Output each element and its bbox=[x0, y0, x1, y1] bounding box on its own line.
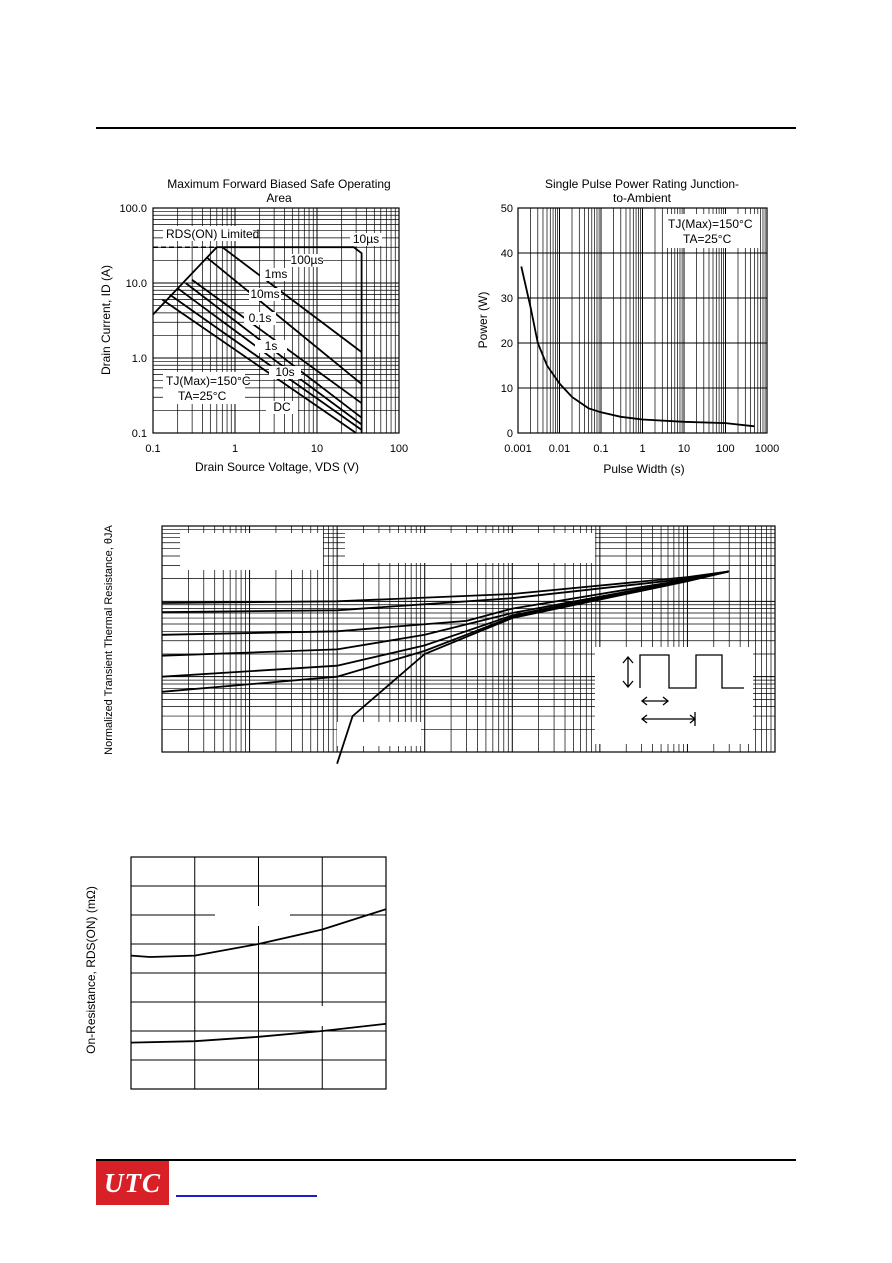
soa-x-tick-label: 0.1 bbox=[145, 443, 161, 455]
power-y-tick-label: 20 bbox=[500, 338, 513, 350]
soa-x-tick-label: 1 bbox=[231, 443, 239, 455]
rdson-label-area bbox=[260, 1006, 324, 1026]
thermal-notes-area bbox=[345, 533, 595, 563]
power-y-tick-label: 10 bbox=[500, 383, 513, 395]
power-x-tick-label: 10 bbox=[677, 443, 691, 455]
power-y-tick-label: 0 bbox=[506, 428, 513, 440]
power-x-tick-label: 0.1 bbox=[593, 443, 609, 455]
soa-series-label: 0.1s bbox=[248, 311, 272, 325]
power-tj-annotation: TJ(Max)=150°C bbox=[668, 217, 753, 231]
soa-ta-annotation: TA=25°C bbox=[178, 389, 227, 403]
soa-series-label: 100µs bbox=[290, 253, 324, 267]
soa-x-tick-label: 10 bbox=[310, 443, 324, 455]
thermal-legend-area bbox=[180, 533, 323, 570]
utc-logo bbox=[96, 1161, 169, 1205]
soa-title-line-2: Area bbox=[266, 191, 292, 205]
soa-series-label: 10s bbox=[275, 365, 295, 379]
power-x-axis-label: Pulse Width (s) bbox=[603, 462, 685, 476]
power-title-line-1: Single Pulse Power Rating Junction- bbox=[544, 177, 740, 191]
soa-y-tick-label: 100.0 bbox=[119, 203, 147, 215]
power-y-tick-label: 50 bbox=[500, 203, 513, 215]
power-x-tick-label: 1000 bbox=[754, 443, 780, 455]
soa-series-label: 1ms bbox=[264, 267, 288, 281]
soa-y-tick-label: 10.0 bbox=[125, 278, 147, 290]
soa-title-line-1: Maximum Forward Biased Safe Operating bbox=[167, 177, 391, 191]
soa-series-label: 1s bbox=[264, 339, 278, 353]
thermal-series-line bbox=[162, 571, 729, 612]
power-y-tick-label: 40 bbox=[500, 248, 513, 260]
footer-rule bbox=[96, 1159, 796, 1161]
power-chart bbox=[476, 177, 779, 476]
power-series-line bbox=[521, 267, 754, 427]
thermal-chart bbox=[103, 525, 775, 764]
soa-series-label: 10µs bbox=[352, 232, 380, 246]
rdson-label-area bbox=[215, 906, 290, 926]
soa-y-axis-label: Drain Current, ID (A) bbox=[99, 264, 113, 376]
soa-series-label: DC bbox=[273, 400, 291, 414]
thermal-y-axis-label: Normalized Transient Thermal Resistance, θJA bbox=[103, 525, 115, 755]
power-y-axis-label: Power (W) bbox=[476, 291, 490, 349]
soa-series-label: 10ms bbox=[250, 287, 280, 301]
soa-tj-annotation: TJ(Max)=150°C bbox=[166, 374, 251, 388]
soa-y-tick-label: 0.1 bbox=[131, 428, 147, 440]
logo-text: UTC bbox=[104, 1167, 161, 1198]
soa-x-tick-label: 100 bbox=[389, 443, 409, 455]
soa-y-tick-label: 1.0 bbox=[131, 353, 147, 365]
soa-x-axis-label: Drain Source Voltage, VDS (V) bbox=[194, 460, 360, 474]
power-x-tick-label: 100 bbox=[716, 443, 735, 455]
soa-chart bbox=[99, 177, 408, 474]
website-link-underline[interactable] bbox=[176, 1195, 317, 1197]
rdson-y-axis-label: On-Resistance, RDS(ON) (mΩ) bbox=[84, 886, 98, 1054]
power-title-line-2: to-Ambient bbox=[612, 191, 672, 205]
power-x-tick-label: 0.001 bbox=[504, 443, 532, 455]
rdson-chart bbox=[84, 857, 386, 1089]
power-x-tick-label: 1 bbox=[639, 443, 646, 455]
thermal-pulse-inset bbox=[595, 647, 753, 744]
power-y-tick-label: 30 bbox=[500, 293, 513, 305]
power-ta-annotation: TA=25°C bbox=[683, 232, 732, 246]
power-x-tick-label: 0.01 bbox=[548, 443, 571, 455]
soa-rdson-annotation: RDS(ON) Limited bbox=[166, 227, 260, 241]
